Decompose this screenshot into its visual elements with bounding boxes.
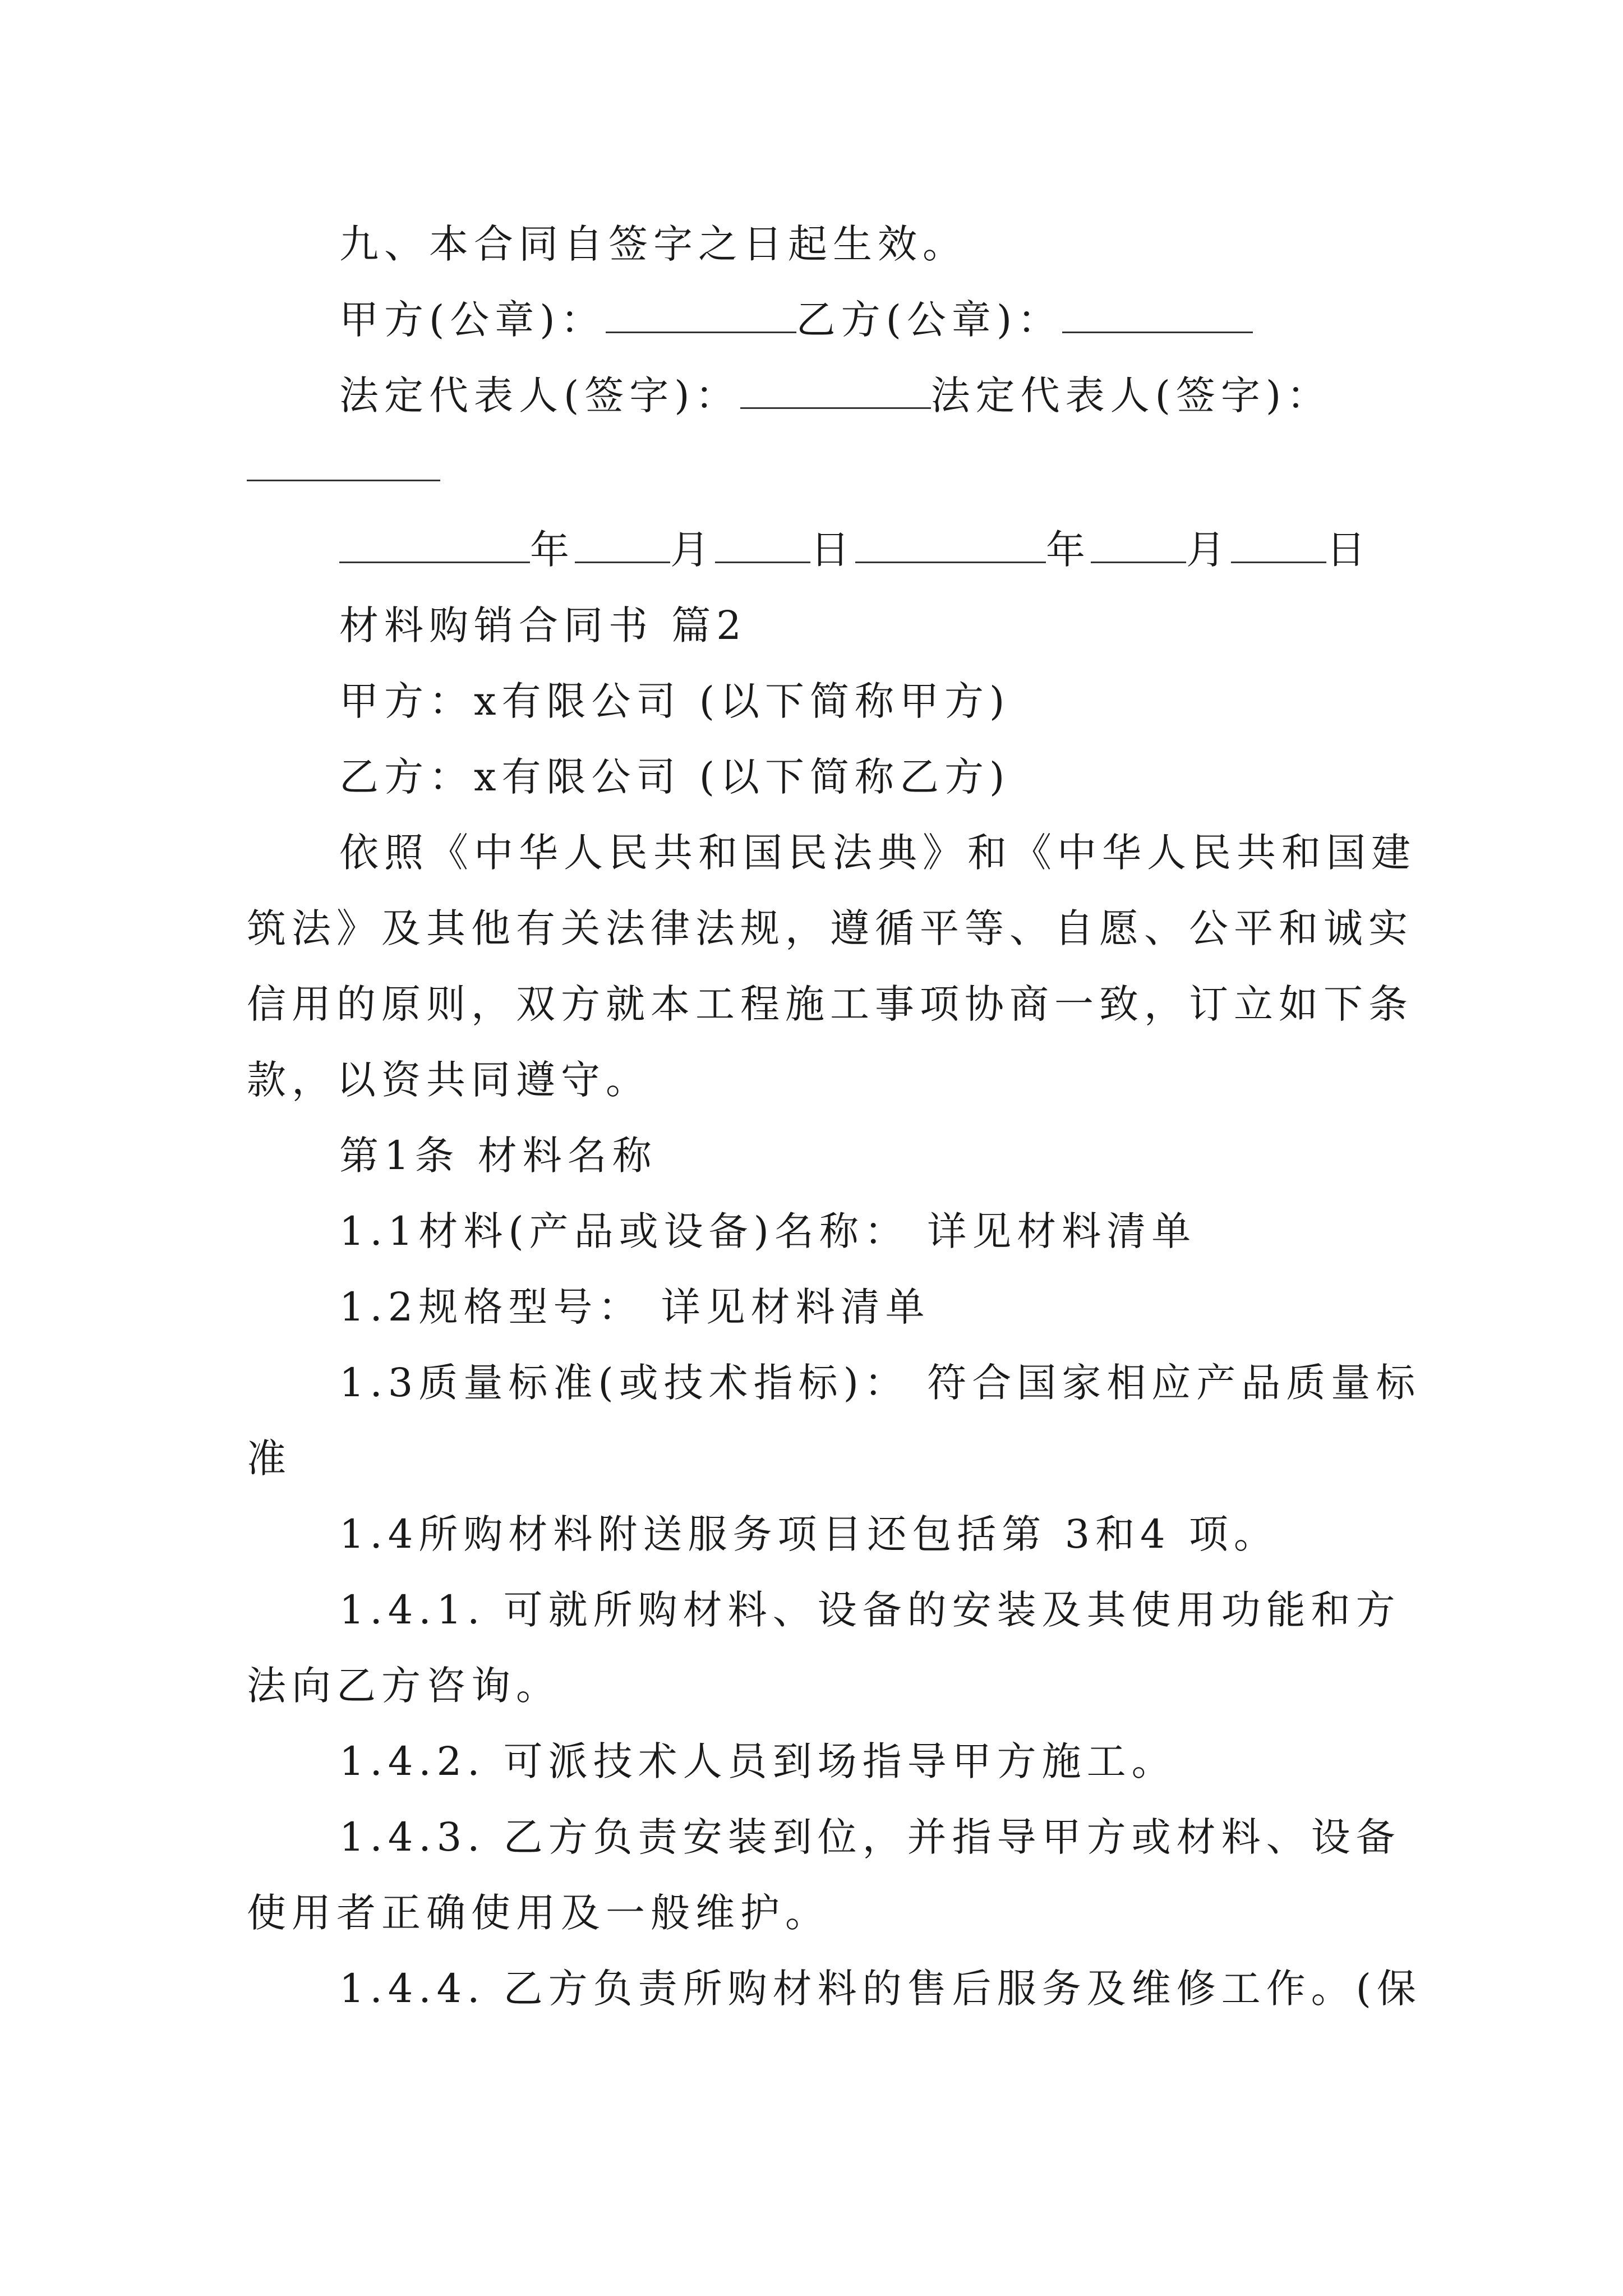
year-b-label: 年 [1046, 527, 1091, 573]
legal-rep-a-blank [740, 372, 931, 409]
legal-rep-b-label: 法定代表人(签字)： [930, 372, 1332, 418]
date-line [339, 522, 1399, 578]
year-a-label: 年 [530, 527, 575, 573]
year-b-blank [855, 527, 1046, 563]
item-1-2: 1.2规格型号： 详见材料清单 [339, 1284, 930, 1330]
item-1-4: 1.4所购材料附送服务项目还包括第 3和4 项。 [339, 1511, 1279, 1557]
article-1-heading: 第1条 材料名称 [339, 1133, 657, 1179]
item-1-4-3-cont: 使用者正确使用及一般维护。 [247, 1890, 830, 1936]
day-a-label: 日 [810, 527, 855, 573]
party-a: 甲方：x有限公司 (以下简称甲方) [339, 678, 1011, 724]
item-1-4-2: 1.4.2. 可派技术人员到场指导甲方施工。 [339, 1738, 1177, 1784]
day-b-label: 日 [1326, 527, 1371, 573]
preamble-line: 依照《中华人民共和国民法典》和《中华人民共和国建 [339, 830, 1416, 876]
item-1-3: 1.3质量标准(或技术指标)： 符合国家相应产品质量标 [339, 1360, 1421, 1406]
preamble-line: 信用的原则，双方就本工程施工事项协商一致，订立如下条 [247, 981, 1413, 1027]
party-b-seal-label: 乙方(公章)： [796, 297, 1063, 343]
month-a-label: 月 [670, 527, 715, 573]
party-b-seal-blank [1062, 297, 1253, 333]
preamble-line: 筑法》及其他有关法律法规，遵循平等、自愿、公平和诚实 [247, 905, 1413, 951]
legal-rep-line [339, 367, 1399, 424]
preamble-line: 款，以资共同遵守。 [247, 1057, 651, 1103]
item-1-1: 1.1材料(产品或设备)名称： 详见材料清单 [339, 1208, 1197, 1254]
section-title: 材料购销合同书 篇2 [339, 602, 747, 648]
day-a-blank [715, 527, 810, 563]
legal-rep-a-label: 法定代表人(签字)： [339, 372, 740, 418]
party-b: 乙方：x有限公司 (以下简称乙方) [339, 754, 1011, 800]
item-1-3-cont: 准 [247, 1435, 292, 1481]
item-1-4-1-cont: 法向乙方咨询。 [247, 1663, 561, 1709]
month-b-blank [1091, 527, 1186, 563]
month-b-label: 月 [1186, 527, 1231, 573]
item-1-4-3: 1.4.3. 乙方负责安装到位，并指导甲方或材料、设备 [339, 1814, 1401, 1860]
item-1-4-4: 1.4.4. 乙方负责所购材料的售后服务及维修工作。(保 [339, 1966, 1422, 2012]
legal-rep-b-blank [247, 480, 440, 481]
party-a-seal-blank [606, 297, 796, 333]
year-a-blank [339, 527, 530, 563]
item-1-4-1: 1.4.1. 可就所购材料、设备的安装及其使用功能和方 [339, 1587, 1401, 1633]
clause-9: 九、本合同自签字之日起生效。 [339, 221, 967, 267]
seal-line [339, 292, 1399, 348]
month-a-blank [575, 527, 670, 563]
day-b-blank [1231, 527, 1326, 563]
party-a-seal-label: 甲方(公章)： [339, 297, 606, 343]
